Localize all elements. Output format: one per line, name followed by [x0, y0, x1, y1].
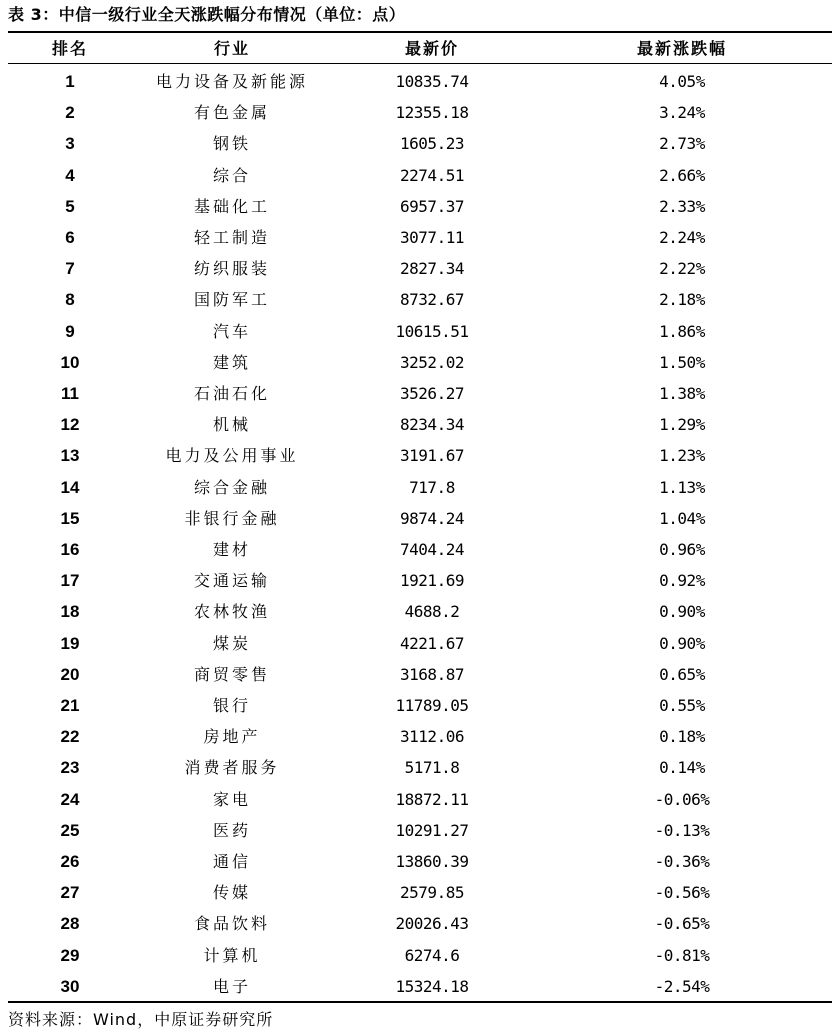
cell-rank: 3 — [65, 134, 75, 154]
cell-industry: 电力及公用事业 — [165, 446, 299, 466]
cell-industry: 房地产 — [203, 727, 261, 747]
cell-latest-change: 1.50% — [659, 352, 705, 372]
cell-rank: 28 — [60, 914, 80, 934]
cell-latest-price: 3191.67 — [400, 446, 464, 466]
cell-latest-change: -0.56% — [654, 883, 710, 903]
cell-industry: 非银行金融 — [184, 508, 280, 528]
table-row — [8, 534, 832, 565]
cell-latest-price: 3252.02 — [400, 352, 464, 372]
cell-industry: 银行 — [212, 696, 251, 715]
cell-rank: 16 — [60, 540, 80, 559]
table-row — [8, 128, 832, 159]
cell-latest-change: 1.23% — [659, 446, 705, 466]
cell-latest-price: 18872.11 — [395, 789, 469, 809]
cell-industry: 汽车 — [212, 321, 251, 341]
cell-latest-price: 717.8 — [409, 477, 455, 497]
cell-rank: 6 — [65, 228, 75, 247]
cell-industry: 煤炭 — [212, 633, 251, 653]
cell-latest-change: 2.18% — [659, 290, 705, 310]
cell-rank: 27 — [60, 883, 80, 903]
table-row — [8, 659, 832, 690]
cell-rank: 19 — [60, 633, 80, 653]
table-row — [8, 347, 832, 378]
cell-latest-change: 2.73% — [659, 134, 705, 154]
cell-industry: 国防军工 — [193, 290, 270, 310]
cell-rank: 11 — [61, 384, 79, 403]
cell-latest-price: 1921.69 — [400, 571, 464, 591]
cell-latest-change: -0.13% — [654, 820, 710, 840]
cell-rank: 1 — [65, 72, 75, 91]
cell-industry: 家电 — [212, 789, 251, 809]
cell-latest-change: 2.22% — [659, 259, 705, 279]
cell-latest-price: 3077.11 — [400, 228, 464, 247]
table-row — [8, 596, 832, 627]
cell-latest-price: 10835.74 — [395, 72, 469, 91]
cell-industry: 传媒 — [212, 883, 251, 903]
cell-industry: 综合金融 — [193, 477, 270, 497]
cell-latest-change: 1.13% — [659, 477, 705, 497]
cell-rank: 15 — [60, 508, 80, 528]
table-row — [8, 97, 832, 128]
cell-latest-change: 0.90% — [659, 602, 705, 622]
cell-rank: 8 — [65, 290, 75, 310]
cell-latest-change: 0.90% — [659, 633, 705, 653]
cell-rank: 14 — [60, 477, 80, 497]
cell-industry: 农林牧渔 — [193, 602, 270, 622]
cell-latest-change: 0.65% — [659, 664, 705, 684]
cell-rank: 9 — [65, 321, 75, 341]
cell-latest-price: 1605.23 — [400, 134, 464, 154]
cell-latest-price: 3168.87 — [400, 664, 464, 684]
cell-latest-change: 1.04% — [659, 508, 705, 528]
cell-industry: 纺织服装 — [193, 259, 270, 279]
cell-industry: 机械 — [212, 415, 251, 435]
table-row — [8, 66, 832, 97]
cell-latest-price: 5171.8 — [404, 758, 460, 778]
cell-rank: 4 — [65, 165, 75, 185]
cell-industry: 石油石化 — [193, 384, 270, 403]
cell-latest-change: 1.38% — [659, 384, 705, 403]
cell-industry: 通信 — [212, 852, 251, 871]
cell-latest-change: -0.81% — [654, 945, 710, 965]
table-row — [8, 284, 832, 315]
header-industry: 行业 — [213, 38, 250, 58]
table-row — [8, 565, 832, 596]
table-row — [8, 160, 832, 191]
cell-latest-price: 2827.34 — [400, 259, 464, 279]
table-row — [8, 472, 832, 503]
cell-latest-change: -2.54% — [654, 976, 710, 996]
cell-latest-change: 2.33% — [659, 196, 705, 216]
cell-rank: 21 — [60, 696, 80, 715]
table-row — [8, 752, 832, 783]
cell-latest-price: 8234.34 — [400, 415, 464, 435]
table-header-row — [8, 33, 832, 63]
cell-industry: 消费者服务 — [184, 758, 280, 778]
cell-rank: 18 — [60, 602, 80, 622]
table-row — [8, 815, 832, 846]
cell-rank: 29 — [60, 945, 80, 965]
cell-industry: 医药 — [212, 820, 251, 840]
cell-latest-change: -0.06% — [654, 789, 710, 809]
cell-rank: 7 — [65, 259, 75, 279]
table-row — [8, 628, 832, 659]
cell-latest-price: 13860.39 — [395, 852, 469, 871]
cell-rank: 26 — [60, 852, 80, 871]
cell-industry: 计算机 — [203, 945, 261, 965]
cell-latest-change: 0.18% — [659, 727, 705, 747]
cell-rank: 23 — [60, 758, 80, 778]
table-row — [8, 503, 832, 534]
cell-latest-change: -0.36% — [654, 852, 710, 871]
cell-latest-price: 12355.18 — [395, 103, 469, 123]
cell-rank: 24 — [60, 789, 80, 809]
cell-latest-price: 3112.06 — [400, 727, 464, 747]
cell-rank: 20 — [60, 664, 80, 684]
cell-rank: 25 — [60, 820, 80, 840]
cell-industry: 电力设备及新能源 — [155, 72, 308, 91]
header-latest-change: 最新涨跌幅 — [636, 38, 727, 58]
table-row — [8, 721, 832, 752]
table-row — [8, 971, 832, 1002]
table-row — [8, 846, 832, 877]
cell-latest-price: 2274.51 — [400, 165, 464, 185]
table-bottom-rule — [8, 1001, 832, 1003]
cell-rank: 5 — [65, 196, 75, 216]
cell-latest-change: 2.66% — [659, 165, 705, 185]
cell-industry: 建材 — [212, 540, 251, 559]
cell-industry: 有色金属 — [193, 103, 270, 123]
cell-industry: 商贸零售 — [193, 664, 270, 684]
cell-industry: 钢铁 — [212, 134, 251, 154]
cell-latest-change: 0.55% — [659, 696, 705, 715]
cell-latest-price: 20026.43 — [395, 914, 469, 934]
header-rank: 排名 — [51, 38, 88, 58]
table-row — [8, 690, 832, 721]
source-note: 资料来源：Wind，中原证券研究所 — [8, 1010, 274, 1029]
table-row — [8, 784, 832, 815]
table-row — [8, 378, 832, 409]
cell-latest-change: 4.05% — [659, 72, 705, 91]
cell-rank: 2 — [65, 103, 75, 123]
cell-latest-price: 11789.05 — [395, 696, 469, 715]
cell-rank: 12 — [60, 415, 80, 435]
cell-latest-price: 6274.6 — [404, 945, 460, 965]
table-row — [8, 908, 832, 939]
table-row — [8, 222, 832, 253]
table-row — [8, 253, 832, 284]
cell-latest-price: 10615.51 — [395, 321, 469, 341]
cell-rank: 10 — [60, 352, 80, 372]
header-latest-price: 最新价 — [404, 38, 459, 58]
table-row — [8, 191, 832, 222]
table-header-rule — [8, 63, 832, 64]
table-row — [8, 316, 832, 347]
cell-latest-price: 7404.24 — [400, 540, 464, 559]
table-row — [8, 877, 832, 908]
cell-latest-change: 1.29% — [659, 415, 705, 435]
table-row — [8, 440, 832, 471]
cell-latest-change: 2.24% — [659, 228, 705, 247]
cell-industry: 食品饮料 — [193, 914, 270, 934]
cell-industry: 综合 — [212, 165, 251, 185]
cell-latest-price: 6957.37 — [400, 196, 464, 216]
cell-rank: 13 — [60, 446, 80, 466]
cell-latest-change: 1.86% — [659, 321, 705, 341]
cell-latest-price: 15324.18 — [395, 976, 469, 996]
cell-latest-change: 3.24% — [659, 103, 705, 123]
cell-latest-price: 4221.67 — [400, 633, 464, 653]
cell-latest-price: 4688.2 — [404, 602, 460, 622]
cell-industry: 交通运输 — [193, 571, 270, 591]
cell-industry: 建筑 — [212, 352, 251, 372]
cell-latest-price: 2579.85 — [400, 883, 464, 903]
cell-latest-price: 9874.24 — [400, 508, 464, 528]
cell-industry: 基础化工 — [193, 196, 270, 216]
cell-industry: 电子 — [212, 976, 251, 996]
cell-latest-price: 10291.27 — [395, 820, 469, 840]
cell-latest-change: 0.92% — [659, 571, 705, 591]
cell-latest-price: 8732.67 — [400, 290, 464, 310]
cell-rank: 22 — [60, 727, 80, 747]
cell-latest-change: -0.65% — [654, 914, 710, 934]
cell-latest-change: 0.14% — [659, 758, 705, 778]
cell-latest-price: 3526.27 — [400, 384, 464, 403]
cell-rank: 30 — [60, 976, 80, 996]
table-row — [8, 940, 832, 971]
cell-rank: 17 — [60, 571, 80, 591]
table-row — [8, 409, 832, 440]
cell-latest-change: 0.96% — [659, 540, 705, 559]
cell-industry: 轻工制造 — [193, 228, 270, 247]
table-caption: 表 3：中信一级行业全天涨跌幅分布情况（单位：点） — [8, 5, 406, 24]
